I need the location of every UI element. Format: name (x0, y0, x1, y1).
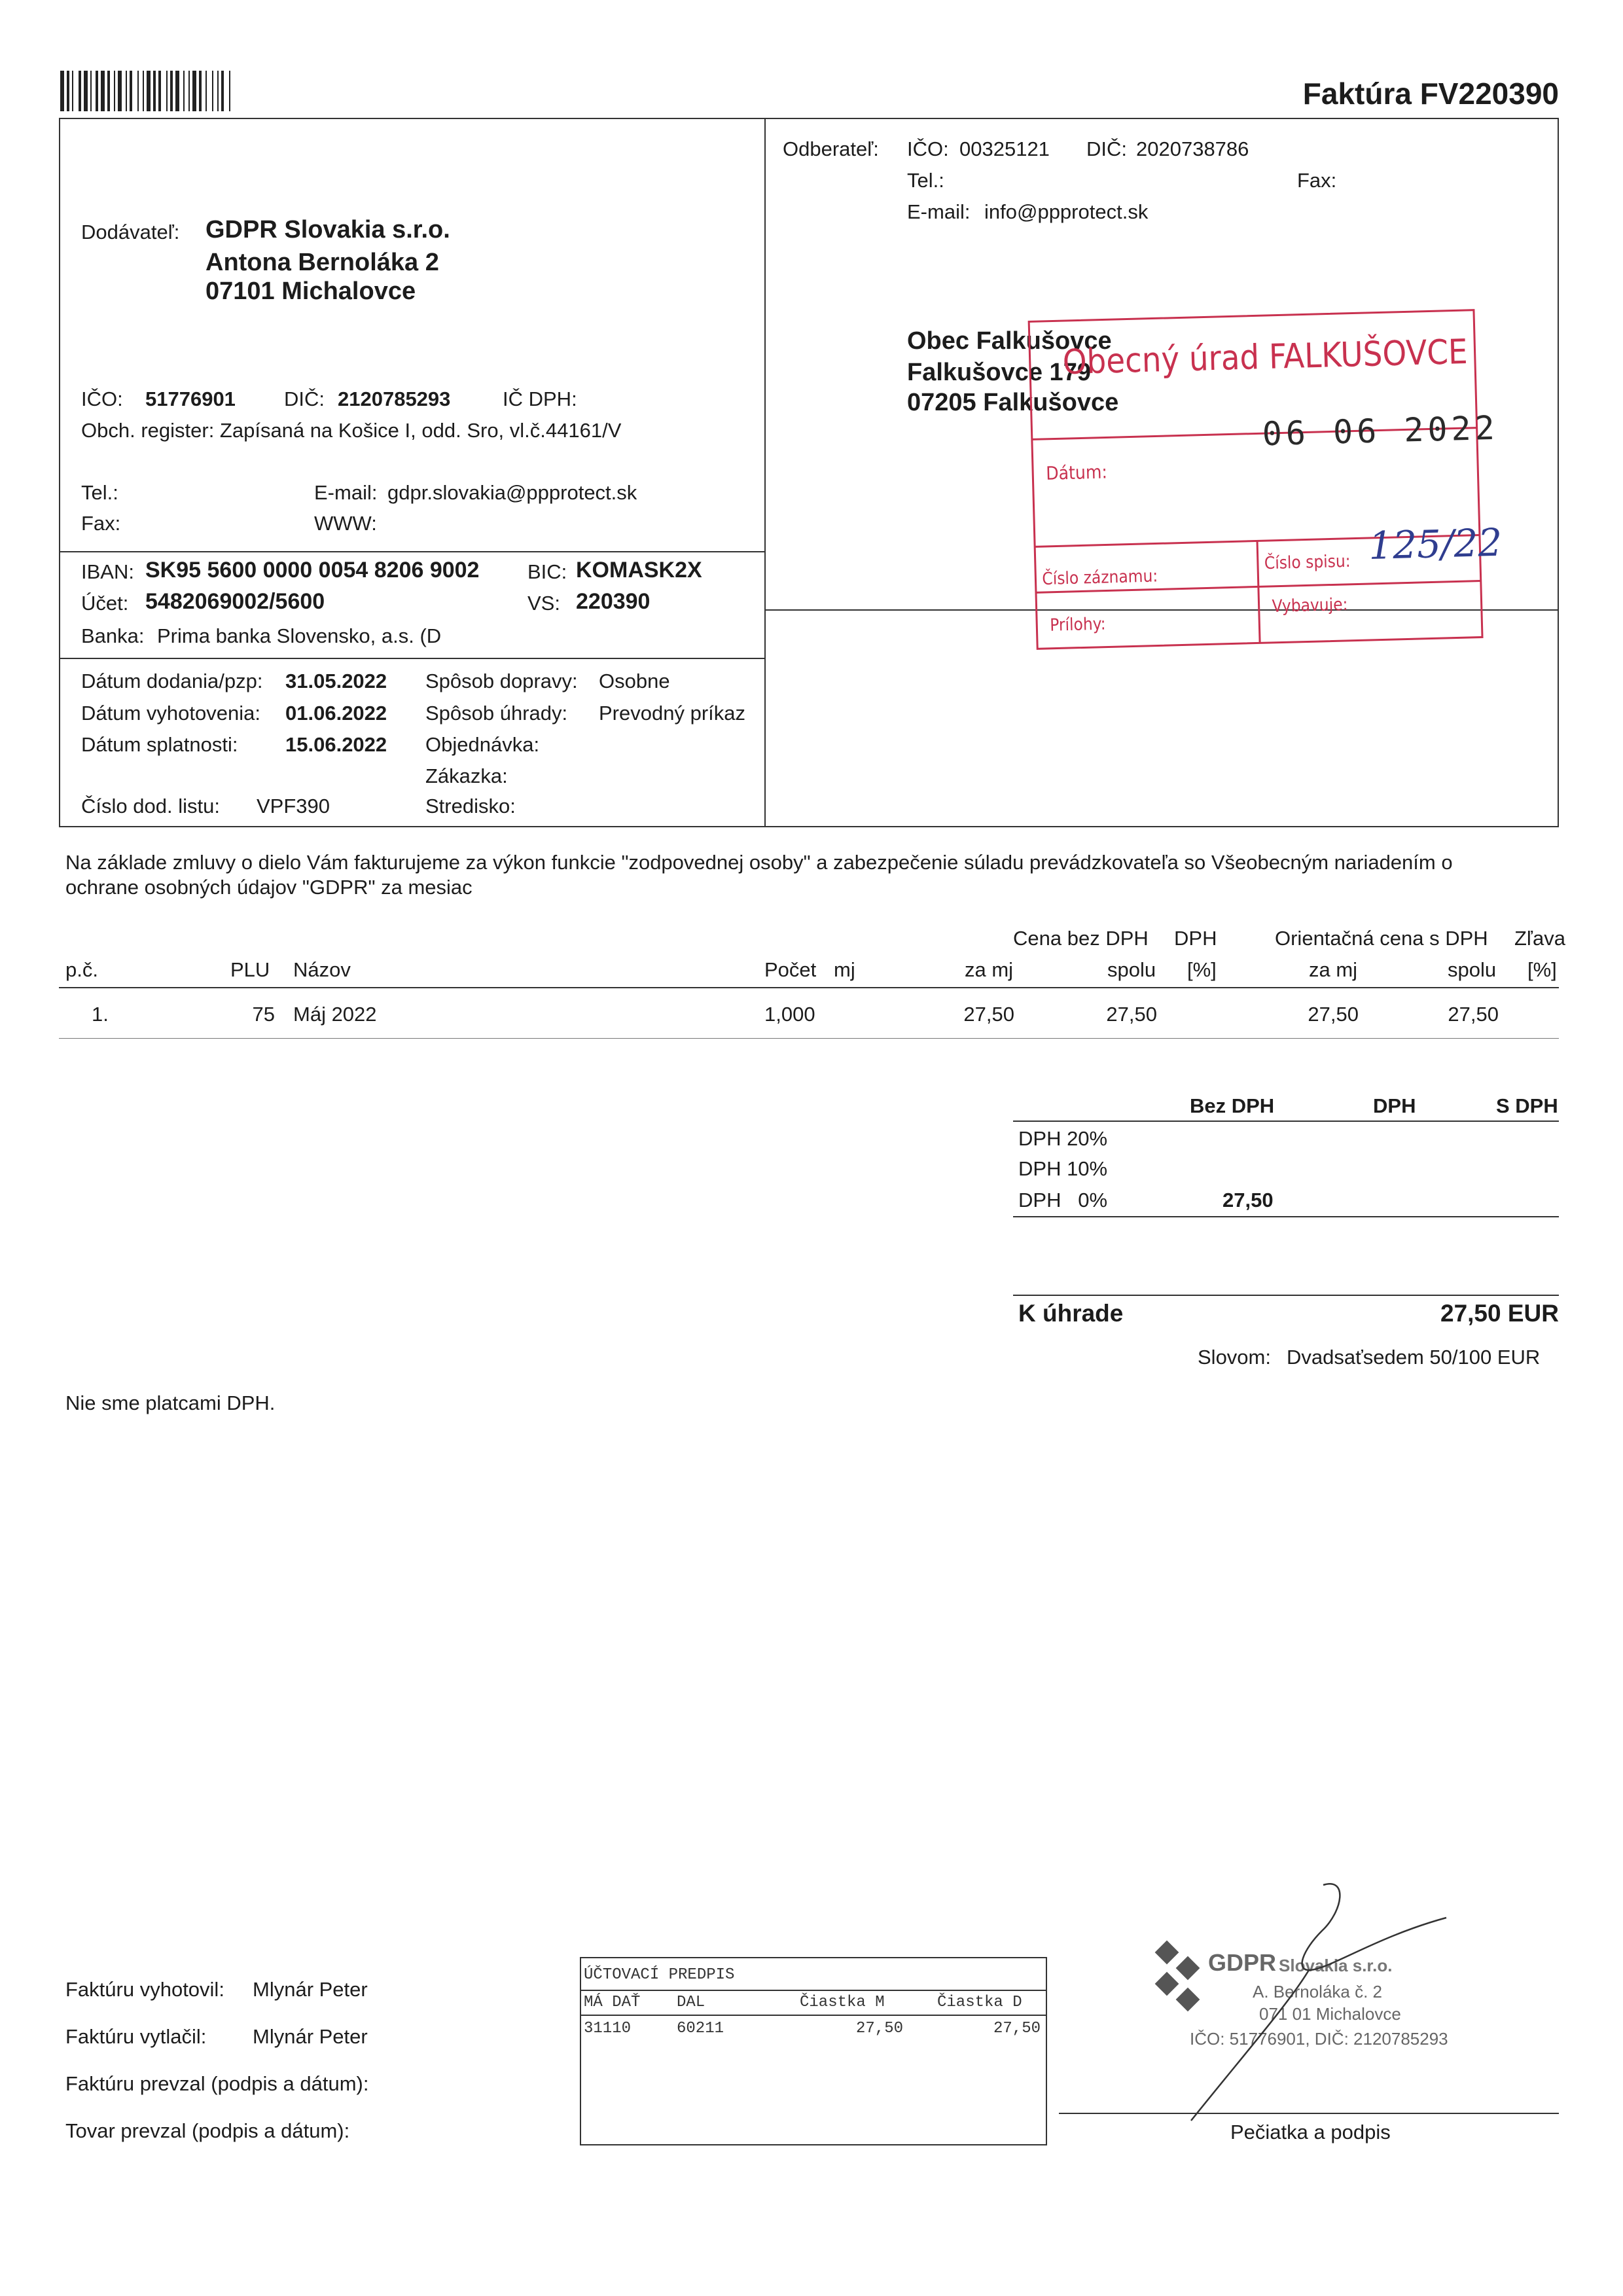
bank-name: Prima banka Slovensko, a.s. (D (157, 624, 442, 647)
row-total: 27,50 (1106, 1003, 1157, 1026)
issued-by: Mlynár Peter (253, 1978, 368, 2001)
accounting-dal: 60211 (677, 2020, 724, 2037)
accounting-box (580, 1957, 1047, 2145)
customer-tel-label: Tel.: (907, 169, 944, 192)
supplier-name: GDPR Slovakia s.r.o. (205, 216, 450, 243)
row-plu: 75 (252, 1003, 275, 1026)
due-date-label: Dátum splatnosti: (81, 733, 238, 756)
vat-col-incl: S DPH (1496, 1094, 1558, 1117)
vat-rate-0: DPH 0% (1018, 1189, 1108, 1211)
col-discount: Zľava (1514, 927, 1565, 950)
stamp-office: Obecný úrad FALKUŠOVCE (1062, 332, 1469, 383)
total-amount: 27,50 EUR (1440, 1300, 1559, 1327)
issue-date-label: Dátum vyhotovenia: (81, 702, 260, 725)
company-stamp-city: 071 01 Michalovce (1259, 2004, 1401, 2024)
col-qty: Počet (764, 958, 817, 981)
accounting-h-amt-d: Čiastka D (937, 1994, 1022, 2011)
supplier-fax-label: Fax: (81, 512, 121, 535)
issue-date: 01.06.2022 (285, 702, 387, 725)
vs-value: 220390 (576, 589, 651, 614)
total-label: K úhrade (1018, 1300, 1124, 1327)
vat-col-vat: DPH (1373, 1094, 1416, 1117)
printed-by: Mlynár Peter (253, 2025, 368, 2048)
accounting-h-md: MÁ DAŤ (584, 1994, 641, 2011)
col-pct: [%] (1187, 958, 1217, 981)
vs-label: VS: (527, 592, 560, 615)
supplier-dic: 2120785293 (338, 387, 451, 410)
due-date: 15.06.2022 (285, 733, 387, 756)
supplier-www-label: WWW: (314, 512, 377, 535)
payment-label: Spôsob úhrady: (425, 702, 568, 725)
total-words-label: Slovom: (1198, 1346, 1271, 1369)
col-price-excl: Cena bez DPH (1013, 927, 1149, 950)
customer-fax-label: Fax: (1297, 169, 1337, 192)
vat-note: Nie sme platcami DPH. (65, 1391, 276, 1414)
company-stamp-ids: IČO: 51776901, DIČ: 2120785293 (1190, 2029, 1448, 2049)
col-per-unit: za mj (965, 958, 1014, 981)
stamp-handles-label: Vybavuje: (1272, 594, 1348, 617)
delivery-note-label: Číslo dod. listu: (81, 795, 220, 817)
issued-by-label: Faktúru vyhotovil: (65, 1978, 224, 2001)
supplier-ico: 51776901 (145, 387, 236, 410)
printed-by-label: Faktúru vytlačil: (65, 2025, 207, 2048)
supplier-dic-label: DIČ: (284, 387, 325, 410)
supplier-email: gdpr.slovakia@ppprotect.sk (387, 481, 637, 504)
center-label: Stredisko: (425, 795, 516, 817)
accounting-md: 31110 (584, 2020, 632, 2037)
goods-received-label: Tovar prevzal (podpis a dátum): (65, 2119, 350, 2142)
stamp-sign-label: Pečiatka a podpis (1230, 2121, 1391, 2144)
stamp-record-label: Číslo záznamu: (1042, 566, 1158, 590)
supplier-city: 07101 Michalovce (205, 278, 416, 305)
row-total-incl: 27,50 (1448, 1003, 1499, 1026)
col-name: Názov (293, 958, 351, 981)
accounting-title: ÚČTOVACÍ PREDPIS (584, 1966, 735, 1984)
stamp-date-label: Dátum: (1045, 461, 1108, 484)
supplier-email-label: E-mail: (314, 481, 378, 504)
vat-rate-0-excl: 27,50 (1222, 1189, 1274, 1211)
company-stamp-name: Slovakia s.r.o. (1279, 1956, 1393, 1975)
contract-label: Zákazka: (425, 764, 508, 787)
delivery-date: 31.05.2022 (285, 670, 387, 692)
account-value: 5482069002/5600 (145, 589, 325, 614)
customer-dic-label: DIČ: (1086, 137, 1127, 160)
row-qty: 1,000 (764, 1003, 815, 1026)
bic-label: BIC: (527, 560, 567, 583)
customer-name: Obec Falkušovce (907, 327, 1112, 355)
iban-value: SK95 5600 0000 0054 8206 9002 (145, 558, 480, 583)
iban-label: IBAN: (81, 560, 134, 583)
company-logo-text: GDPR (1208, 1949, 1277, 1976)
account-label: Účet: (81, 592, 129, 615)
transport-label: Spôsob dopravy: (425, 670, 578, 692)
transport-value: Osobne (599, 670, 670, 692)
col-no: p.č. (65, 958, 98, 981)
supplier-tel-label: Tel.: (81, 481, 118, 504)
registry-stamp (1016, 306, 1503, 658)
supplier-ico-label: IČO: (81, 387, 123, 410)
row-name: Máj 2022 (293, 1003, 377, 1026)
intro-line-2: ochrane osobných údajov "GDPR" za mesiac (65, 876, 473, 899)
invoice-received-label: Faktúru prevzal (podpis a dátum): (65, 2072, 369, 2095)
col-plu: PLU (230, 958, 270, 981)
customer-street: Falkušovce 179 (907, 359, 1091, 386)
accounting-amt-m: 27,50 (855, 2020, 903, 2037)
order-label: Objednávka: (425, 733, 540, 756)
col-per-unit-incl: za mj (1309, 958, 1358, 981)
signature-image (1139, 1872, 1505, 2134)
col-dph: DPH (1174, 927, 1217, 950)
col-total-incl: spolu (1448, 958, 1497, 981)
intro-line-1: Na základe zmluvy o dielo Vám fakturujeme za výkon funkcie "zodpovednej osoby" a zabezpečenie súladu prevádzkovateľa so Všeobecným nariadením o (65, 851, 1453, 874)
stamp-date: 06 06 2022 (1262, 408, 1499, 454)
customer-email-label: E-mail: (907, 200, 971, 223)
col-unit: mj (834, 958, 855, 981)
delivery-note: VPF390 (257, 795, 330, 817)
vat-rate-20: DPH 20% (1018, 1127, 1108, 1150)
accounting-h-amt-m: Čiastka M (800, 1994, 885, 2011)
payment-value: Prevodný príkaz (599, 702, 745, 725)
customer-email: info@ppprotect.sk (984, 200, 1149, 223)
total-words: Dvadsaťsedem 50/100 EUR (1287, 1346, 1541, 1369)
stamp-file-number: 125/22 (1368, 520, 1503, 568)
col-price-incl: Orientačná cena s DPH (1275, 927, 1488, 950)
delivery-date-label: Dátum dodania/pzp: (81, 670, 263, 692)
supplier-icdph-label: IČ DPH: (503, 387, 577, 410)
customer-city: 07205 Falkušovce (907, 389, 1119, 416)
supplier-street: Antona Bernoláka 2 (205, 249, 439, 276)
stamp-attachments-label: Prílohy: (1049, 614, 1106, 636)
col-pct-incl: [%] (1527, 958, 1557, 981)
customer-ico: 00325121 (959, 137, 1050, 160)
supplier-register: Obch. register: Zapísaná na Košice I, odd. Sro, vl.č.44161/V (81, 419, 622, 442)
customer-ico-label: IČO: (907, 137, 949, 160)
vat-rate-10: DPH 10% (1018, 1157, 1108, 1180)
bank-label: Banka: (81, 624, 145, 647)
supplier-label: Dodávateľ: (81, 221, 180, 243)
row-unit-price: 27,50 (963, 1003, 1014, 1026)
barcode-image (60, 71, 304, 111)
invoice-title: Faktúra FV220390 (1302, 77, 1559, 111)
bic-value: KOMASK2X (576, 558, 702, 583)
customer-label: Odberateľ: (783, 137, 879, 160)
customer-dic: 2020738786 (1136, 137, 1249, 160)
company-stamp-street: A. Bernoláka č. 2 (1253, 1982, 1382, 2001)
accounting-amt-d: 27,50 (993, 2020, 1041, 2037)
accounting-h-dal: DAL (677, 1994, 705, 2011)
vat-col-excl: Bez DPH (1190, 1094, 1275, 1117)
row-no: 1. (92, 1003, 109, 1026)
col-total: spolu (1107, 958, 1156, 981)
row-unit-price-incl: 27,50 (1308, 1003, 1359, 1026)
stamp-file-label: Číslo spisu: (1264, 551, 1351, 574)
